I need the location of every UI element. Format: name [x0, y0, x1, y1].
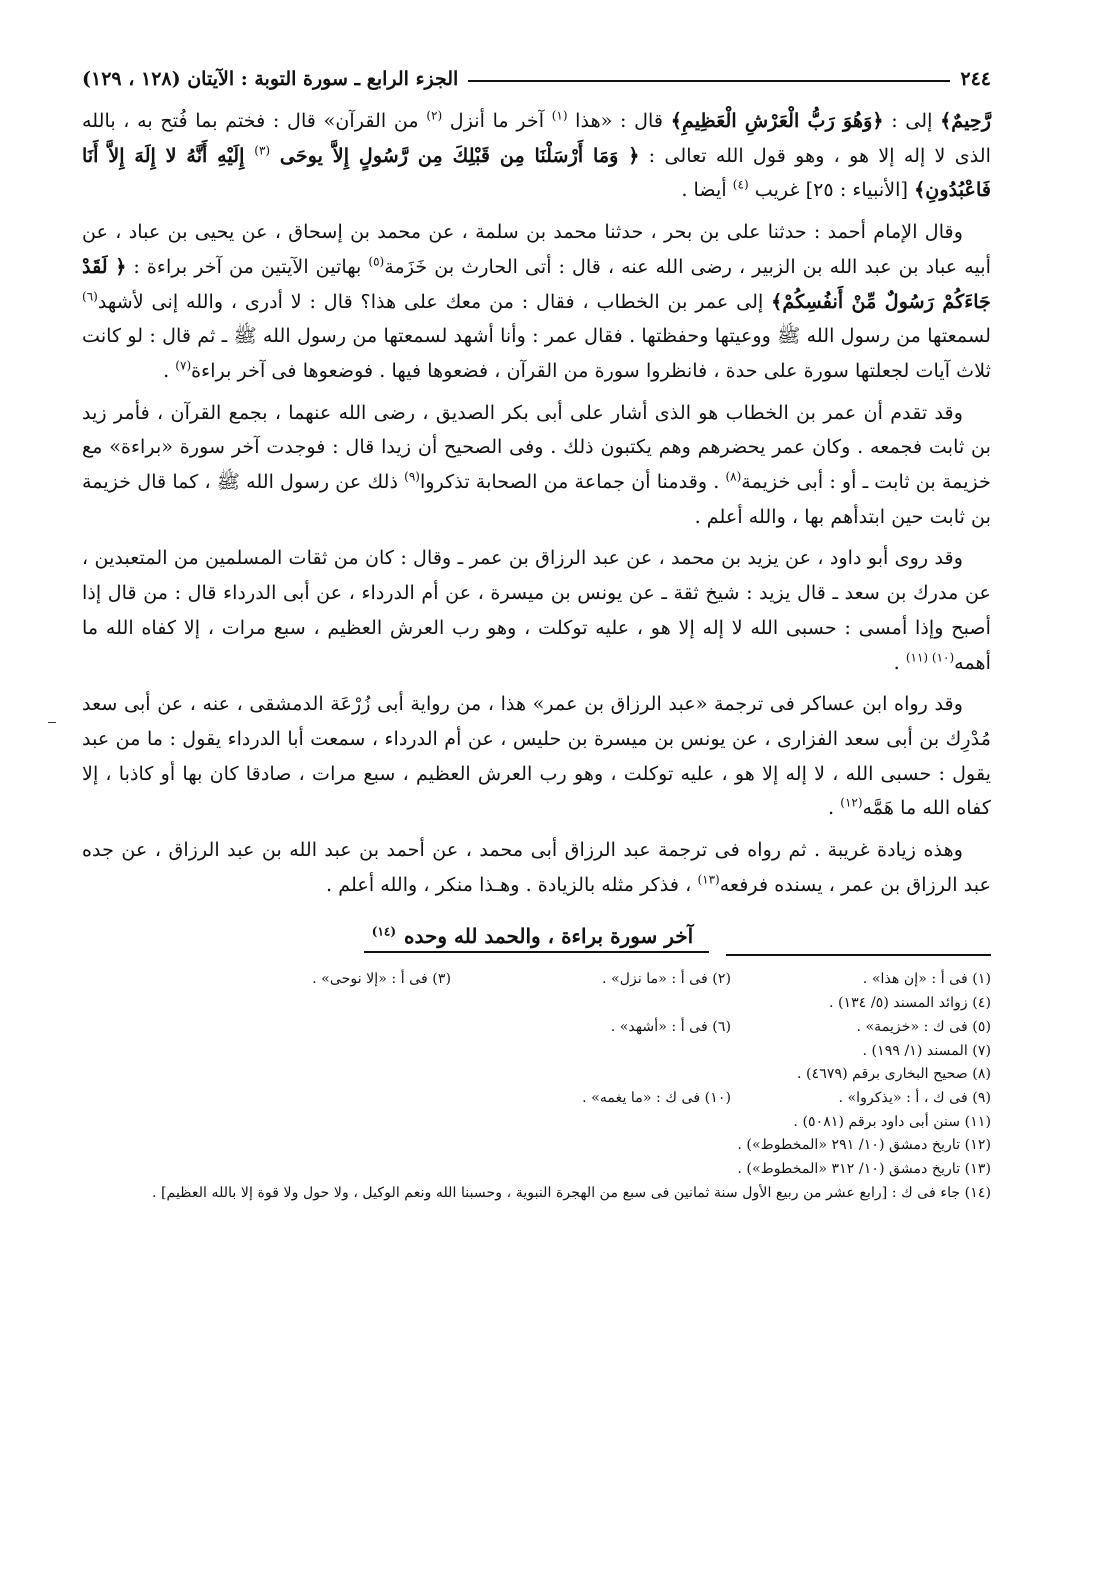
footnote: (١٣) تاريخ دمشق (١٠/ ٣١٢ «المخطوط») . [737, 1161, 991, 1178]
text-run: . وقدمنا أن جماعة من الصحابة تذكروا [419, 470, 726, 494]
paragraph [82, 687, 991, 826]
paragraph [82, 104, 991, 208]
footnote-marker: (١٢) [840, 795, 863, 810]
footnote-row [82, 1087, 991, 1111]
paragraph [82, 833, 991, 902]
footnote: (١٠) فى ك : «ما يغمه» . [582, 1089, 731, 1106]
footnote-marker: (٤) [732, 178, 749, 193]
footnote-row [82, 1063, 991, 1087]
page-number: ٢٤٤ [960, 68, 991, 90]
footnote-row [82, 1111, 991, 1135]
text-run: أيضا . [681, 178, 733, 202]
footnote-row [82, 1134, 991, 1158]
main-text [82, 104, 991, 902]
footnote: (٤) زوائد المسند (٥/ ١٣٤) . [828, 995, 991, 1012]
footnote-marker: (٥) [368, 254, 385, 269]
text-run: وهذه زيادة غريبة . ثم رواه فى ترجمة عبد الرزاق أبى محمد ، عن أحمد بن عبد الله بن عبد الرزاق ، عن جده عبد الرزاق بن عمر ، يسنده فرفعه [82, 838, 991, 896]
header-title: الجزء الرابع ـ سورة التوبة : الآيتان (١٢٨ ، ١٢٩) [82, 68, 459, 90]
quran-verse: ﴿وَهُوَ رَبُّ الْعَرْشِ الْعَظِيمِ﴾ [670, 109, 884, 132]
footnote-marker: (٦) [82, 289, 98, 304]
text-run: إلى عمر بن الخطاب ، فقال : من معك على هذا؟ قال : لا أدرى ، والله إنى لأشهد [97, 289, 772, 313]
footnote-marker: (٩) [404, 469, 420, 484]
footnote-marker: (١٤) [371, 924, 397, 939]
footnote: (٢) فى أ : «ما نزل» . [602, 971, 731, 988]
footnote-marker: (٧) [175, 358, 192, 373]
footnote-marker: (١٣) [697, 872, 720, 887]
quran-verse: ﴿ وَمَا أَرْسَلْنَا مِن قَبْلِكَ مِن رَّسُولٍ إِلاَّ يوحَى [270, 143, 640, 167]
surah-closing [82, 924, 991, 948]
text-run: وقال الإمام أحمد : حدثنا على بن بحر ، حدثنا محمد بن سلمة ، عن محمد بن إسحاق ، عن يحيى بن عباد ، عن أبيه عباد بن عبد الله بن الزبير ، رضى الله عنه ، قال : أتى الحارث بن خَزَمة [82, 220, 991, 278]
footnotes [82, 968, 991, 1205]
text-run: . [163, 358, 176, 382]
footnote: (٥) فى ك : «خزيمة» . [856, 1018, 991, 1035]
footnote: (٩) فى ك ، أ : «يذكروا» . [838, 1089, 991, 1106]
text-run: وقد رواه ابن عساكر فى ترجمة «عبد الرزاق بن عمر» هذا ، من رواية أبى زُرْعَة الدمشقى ، عنه ، عن أبى سعد مُدْرِك بن أبى سعد الفزارى ، عن يونس بن ميسرة بن حليس ، عن أم الدرداء ، سمعت أبا الدرداء يقول : ما من عبد يقول : حسبى الله ، لا إله إلا هو ، عليه توكلت ، وهو رب العرش العظيم ، سبع مرات ، صادقا كان بها أو كاذبا ، إلا كفاه الله ما هَمَّه [82, 692, 991, 820]
footnote: (٨) صحيح البخارى برقم (٤٦٧٩) . [797, 1066, 991, 1083]
footnote: (٣) فى أ : «إلا نوحى» . [312, 971, 451, 988]
text-run: . [893, 650, 906, 674]
paragraph [82, 396, 991, 535]
running-header [82, 62, 991, 96]
footnote-marker: (٢) [426, 108, 443, 123]
quran-verse: رَّحِيمٌ﴾ [940, 109, 991, 132]
footnote-14: (١٤) جاء فى ك : [رابع عشر من ربيع الأول سنة ثمانين فى سبع من الهجرة النبوية ، وحسبنا الله ونعم الوكيل ، ولا حول ولا قوة إلا بالله العظيم] . [151, 1184, 991, 1201]
paragraph [82, 215, 991, 389]
quran-verse: إِلَيْهِ أَنَّهُ لا إِلَهَ إِلاَّ أَنَا فَاعْبُدُونِ﴾ [82, 143, 991, 202]
text-run: لسمعتها من رسول الله ﷺ ووعيتها وحفظتها . فقال عمر : وأنا أشهد لسمعتها من رسول الله ﷺ ـ ثم قال : لو كانت ثلاث آيات لجعلتها سورة على حدة ، فانظروا سورة من القرآن ، فضعوها فيها . فوضعوها فى آخر براءة [82, 324, 991, 382]
text-run: . [828, 796, 841, 820]
quran-verse: ﴿ لَقَدْ جَاءَكُمْ رَسُولٌ مِّنْ أَنفُسِكُمْ﴾ [82, 254, 992, 313]
text-run: [الأنبياء : ٢٥] غريب [748, 178, 915, 202]
text-run: قال : «هذا [567, 109, 671, 132]
footnote-row [82, 968, 991, 992]
footnote: (٧) المسند (١/ ١٩٩) . [862, 1042, 991, 1059]
text-run: بهاتين الآيتين من آخر براءة : [126, 254, 369, 278]
footnote: (١) فى أ : «إن هذا» . [862, 971, 991, 988]
footnote: (٦) فى أ : «أشهد» . [610, 1018, 731, 1035]
footnote-row [82, 1016, 991, 1040]
footnote-marker: (٣) [254, 143, 271, 158]
closing-text: آخر سورة براءة ، والحمد لله وحده [396, 924, 701, 953]
text-run: وقد روى أبو داود ، عن يزيد بن محمد ، عن عبد الرزاق بن عمر ـ وقال : كان من ثقات المسلمين من المتعبدين ، عن مدرك بن سعد ـ قال يزيد : شيخ ثقة ـ عن يونس بن ميسرة ، عن أم الدرداء ، عن أبى الدرداء قال : من قال إذا أصبح وإذا أمسى : حسبى الله لا إله إلا هو ، عليه توكلت ، وهو رب العرش العظيم ، سبع مرات ، إلا كفاه الله ما أهمه [82, 546, 991, 674]
footnote-marker: (١٠) (١١) [905, 650, 955, 665]
footnote-row [82, 1158, 991, 1182]
text-run: إلى : [883, 109, 941, 132]
paragraph [82, 541, 991, 680]
text-run: وقد تقدم أن عمر بن الخطاب هو الذى أشار على أبى بكر الصديق ، رضى الله عنهما ، بجمع القرآن ، فأمر زيد بن ثابت فجمعه . وكان عمر يحضرهم وهم يكتبون ذلك . وفى الصحيح أن زيدا قال : فوجدت آخر سورة «براءة» مع خزيمة بن ثابت ـ أو : أبى خزيمة [82, 400, 991, 494]
header-rule [468, 80, 950, 82]
text-run: من القرآن» قال : فختم بما فُتح به ، بالله الذى لا إله إلا هو ، وهو قول الله تعالى : [82, 109, 991, 167]
text-run: ، فذكر مثله بالزيادة . وهـذا منكر ، والله أعلم . [326, 872, 698, 896]
text-run: آخر ما أنزل [442, 109, 552, 132]
margin-mark [48, 722, 56, 723]
footnote-row [82, 1040, 991, 1064]
footnote: (١٢) تاريخ دمشق (١٠/ ٢٩١ «المخطوط») . [737, 1137, 991, 1154]
text-run: ذلك عن رسول الله ﷺ ، كما قال خزيمة بن ثابت حين ابتدأهم بها ، والله أعلم . [82, 470, 991, 528]
footnote-divider [726, 954, 991, 956]
footnote-marker: (٨) [725, 469, 742, 484]
footnote-marker: (١) [551, 108, 568, 123]
footnote-row [82, 992, 991, 1016]
footnote: (١١) سنن أبى داود برقم (٥٠٨١) . [793, 1113, 991, 1130]
